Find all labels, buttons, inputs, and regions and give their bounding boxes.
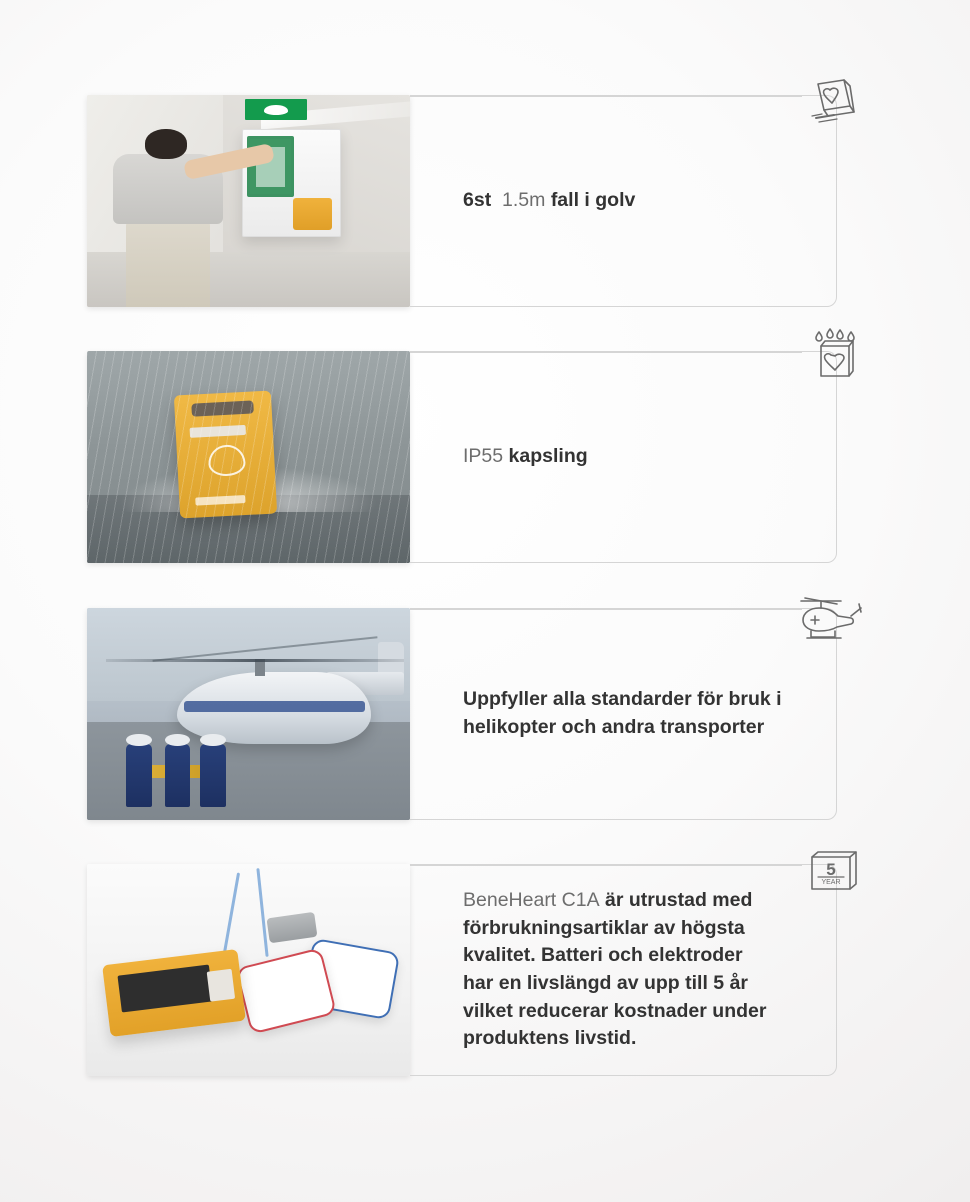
five-year-label: YEAR	[821, 879, 841, 886]
five-year-number: 5	[826, 860, 836, 879]
feature-photo-helicopter-transport	[87, 608, 410, 820]
feature-text-span: 6st	[463, 189, 492, 212]
feature-text-span: är utrustad med förbrukningsartiklar av högsta kvalitet. Batteri och elektroder har en livslängd av upp till 5 år vilket reducerar kostnader under produktens livstid.	[463, 888, 767, 1050]
feature-text-span: IP55	[463, 445, 504, 468]
drop-impact-icon	[804, 72, 864, 132]
feature-photo-battery-pads	[87, 864, 410, 1076]
feature-text-span: 1.5m	[502, 189, 546, 212]
feature-photo-aed-wall-cabinet	[87, 95, 410, 307]
feature-card-drop-test	[410, 95, 837, 307]
feature-text-consumables-lifetime	[410, 887, 836, 1053]
feature-photo-aed-in-rain	[87, 351, 410, 563]
feature-text-span: fall i golv	[550, 189, 636, 212]
helicopter-icon	[795, 592, 863, 644]
feature-text-transport-standards	[410, 686, 836, 741]
water-drops-icon	[806, 326, 864, 384]
feature-row-ingress-protection	[87, 351, 837, 563]
feature-text-span: kapsling	[508, 445, 588, 468]
feature-row-consumables-lifetime	[87, 864, 837, 1076]
feature-text-ingress-protection	[410, 443, 618, 471]
feature-text-span: Uppfyller alla standarder för bruk i helikopter och andra transporter	[463, 688, 782, 738]
feature-card-ingress-protection	[410, 351, 837, 563]
feature-row-transport-standards	[87, 608, 837, 820]
feature-card-consumables-lifetime	[410, 864, 837, 1076]
feature-text-span: BeneHeart C1A	[463, 888, 600, 911]
five-year-icon	[806, 849, 862, 897]
feature-card-transport-standards	[410, 608, 837, 820]
feature-text-drop-test	[410, 187, 665, 215]
feature-row-drop-test	[87, 95, 837, 307]
